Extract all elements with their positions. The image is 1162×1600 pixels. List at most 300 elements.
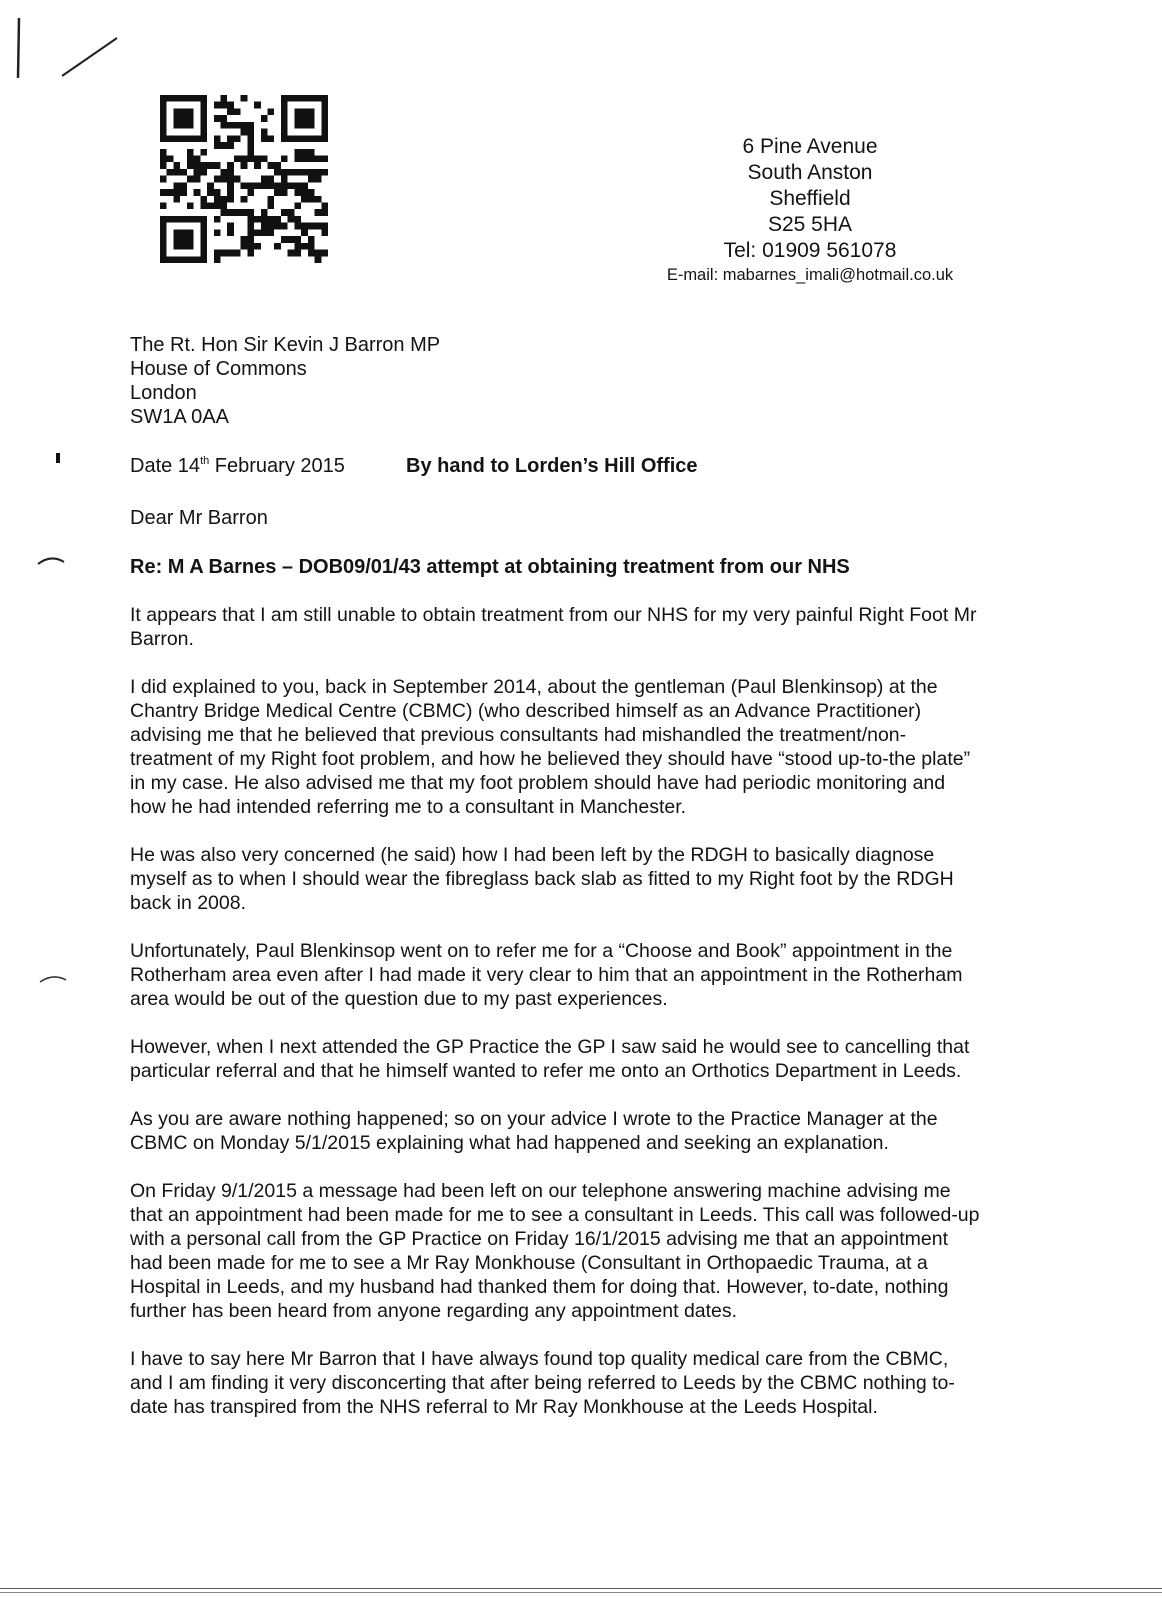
qr-module (187, 135, 194, 142)
qr-module (288, 250, 295, 257)
qr-module (200, 149, 207, 156)
qr-module (227, 176, 234, 183)
qr-module (301, 169, 308, 176)
qr-module (281, 223, 288, 230)
qr-module (200, 236, 207, 243)
qr-module (214, 256, 221, 263)
qr-module (247, 209, 254, 216)
qr-module (173, 196, 180, 203)
qr-code (160, 95, 328, 263)
qr-module (321, 95, 328, 102)
qr-module (194, 176, 201, 183)
sender-city: Sheffield (769, 187, 851, 210)
qr-module (200, 129, 207, 136)
qr-module (301, 182, 308, 189)
subject-line: Re: M A Barnes – DOB09/01/43 attempt at obtaining treatment from our NHS (130, 556, 850, 578)
qr-module (315, 250, 322, 257)
qr-module (281, 236, 288, 243)
qr-module (187, 243, 194, 250)
qr-module (167, 155, 174, 162)
page-edge-line (0, 1588, 1162, 1589)
qr-module (261, 115, 268, 122)
qr-module (227, 189, 234, 196)
qr-module (268, 108, 275, 115)
qr-module (220, 196, 227, 203)
qr-module (214, 216, 221, 223)
qr-module (187, 122, 194, 129)
qr-module (227, 229, 234, 236)
qr-module (247, 149, 254, 156)
recipient-postcode: SW1A 0AA (130, 406, 229, 428)
qr-module (294, 149, 301, 156)
qr-module (160, 149, 167, 156)
qr-module (241, 196, 248, 203)
qr-module (200, 256, 207, 263)
qr-module (227, 196, 234, 203)
qr-module (247, 142, 254, 149)
qr-module (294, 203, 301, 210)
qr-module (321, 223, 328, 230)
qr-module (315, 256, 322, 263)
qr-module (200, 223, 207, 230)
qr-module (301, 229, 308, 236)
qr-module (220, 209, 227, 216)
qr-module (294, 135, 301, 142)
qr-module (268, 216, 275, 223)
qr-module (308, 169, 315, 176)
qr-module (308, 155, 315, 162)
qr-module (194, 256, 201, 263)
qr-module (200, 203, 207, 210)
qr-module (214, 162, 221, 169)
body-paragraph: However, when I next attended the GP Practice the GP I saw said he would see to cancelling that particular referral and that he himself wanted to refer me onto an Orthotics Department in Leeds. (130, 1036, 970, 1082)
qr-module (241, 162, 248, 169)
qr-module (321, 129, 328, 136)
qr-module (288, 169, 295, 176)
qr-module (294, 95, 301, 102)
body-paragraph: It appears that I am still unable to obtain treatment from our NHS for my very painful Right Foot Mr Barron. (130, 604, 977, 650)
qr-module (160, 102, 167, 109)
qr-module (214, 102, 221, 109)
qr-module (227, 182, 234, 189)
qr-module (200, 122, 207, 129)
qr-module (281, 115, 288, 122)
margin-mark (36, 552, 66, 568)
qr-module (194, 169, 201, 176)
qr-module (315, 223, 322, 230)
qr-module (294, 216, 301, 223)
qr-module (173, 95, 180, 102)
qr-module (301, 135, 308, 142)
qr-module (194, 155, 201, 162)
sender-village: South Anston (747, 161, 873, 184)
qr-module (160, 162, 167, 169)
qr-module (214, 176, 221, 183)
delivery-note: By hand to Lorden’s Hill Office (406, 455, 698, 477)
qr-module (160, 95, 167, 102)
qr-module (261, 216, 268, 223)
qr-module (241, 182, 248, 189)
qr-module (241, 129, 248, 136)
qr-module (187, 155, 194, 162)
qr-module (227, 142, 234, 149)
qr-module (173, 243, 180, 250)
qr-module (220, 169, 227, 176)
sender-postcode: S25 5HA (767, 213, 853, 236)
date-rest: February 2015 (209, 455, 345, 477)
qr-module (167, 216, 174, 223)
recipient-address (130, 333, 440, 429)
qr-module (301, 108, 308, 115)
qr-module (180, 216, 187, 223)
qr-module (180, 115, 187, 122)
qr-module (241, 155, 248, 162)
qr-module (301, 189, 308, 196)
qr-module (160, 236, 167, 243)
qr-module (301, 243, 308, 250)
qr-module (274, 162, 281, 169)
qr-module (160, 115, 167, 122)
qr-module (194, 135, 201, 142)
qr-module (315, 135, 322, 142)
qr-module (268, 176, 275, 183)
qr-module (167, 169, 174, 176)
qr-module (254, 162, 261, 169)
qr-module (315, 155, 322, 162)
qr-module (268, 162, 275, 169)
qr-module (200, 243, 207, 250)
qr-module (234, 176, 241, 183)
qr-module (180, 182, 187, 189)
qr-module (160, 229, 167, 236)
qr-module (173, 182, 180, 189)
qr-module (160, 135, 167, 142)
qr-module (281, 108, 288, 115)
qr-module (173, 169, 180, 176)
qr-module (180, 256, 187, 263)
qr-module (247, 122, 254, 129)
qr-module (214, 189, 221, 196)
qr-module (308, 149, 315, 156)
qr-module (247, 243, 254, 250)
qr-module (261, 223, 268, 230)
qr-module (214, 203, 221, 210)
qr-module (187, 203, 194, 210)
qr-module (308, 243, 315, 250)
qr-module (220, 102, 227, 109)
qr-module (288, 182, 295, 189)
qr-module (187, 229, 194, 236)
qr-module (227, 102, 234, 109)
qr-module (281, 169, 288, 176)
qr-module (308, 250, 315, 257)
recipient-name: The Rt. Hon Sir Kevin J Barron MP (130, 334, 441, 356)
qr-module (321, 102, 328, 109)
qr-module (167, 256, 174, 263)
qr-module (227, 223, 234, 230)
qr-module (281, 122, 288, 129)
qr-module (200, 115, 207, 122)
qr-module (274, 216, 281, 223)
margin-mark (38, 970, 68, 986)
qr-module (301, 196, 308, 203)
qr-module (288, 236, 295, 243)
page-edge-line (0, 1592, 1162, 1593)
qr-module (268, 223, 275, 230)
qr-module (288, 216, 295, 223)
qr-module (160, 250, 167, 257)
qr-module (160, 122, 167, 129)
body-paragraph: I have to say here Mr Barron that I have always found top quality medical care from the CBMC, and I am finding it very disconcerting that after being referred to Leeds by the CBMC nothing to-date has transpired from the NHS referral to Mr Ray Monkhouse at the Leeds Hospital. (130, 1348, 955, 1418)
qr-module (254, 155, 261, 162)
qr-module (200, 135, 207, 142)
qr-module (281, 209, 288, 216)
qr-module (187, 216, 194, 223)
body-paragraph: I did explained to you, back in September 2014, about the gentleman (Paul Blenkinsop) at the Chantry Bridge Medical Centre (CBMC) (who described himself as an Advance Practitioner) advising me that he believed that previous consultants had mishandled the treatment/non-treatment of my Right foot problem, and how he believed they should have “stood up-to-the plate” in my case. He also advised me that my foot problem should have had periodic monitoring and how he had intended referring me to a consultant in Manchester. (130, 676, 971, 818)
qr-module (207, 203, 214, 210)
qr-module (321, 169, 328, 176)
qr-module (315, 95, 322, 102)
qr-module (247, 223, 254, 230)
qr-module (308, 95, 315, 102)
qr-module (200, 108, 207, 115)
qr-module (288, 95, 295, 102)
qr-module (254, 229, 261, 236)
qr-module (281, 135, 288, 142)
qr-module (281, 102, 288, 109)
qr-module (241, 243, 248, 250)
qr-module (247, 216, 254, 223)
qr-module (220, 203, 227, 210)
qr-module (294, 122, 301, 129)
qr-module (308, 236, 315, 243)
qr-module (227, 209, 234, 216)
qr-module (315, 176, 322, 183)
qr-module (294, 243, 301, 250)
salutation: Dear Mr Barron (130, 507, 268, 529)
qr-module (173, 189, 180, 196)
qr-module (187, 236, 194, 243)
qr-module (254, 182, 261, 189)
qr-module (308, 176, 315, 183)
body-paragraph: Unfortunately, Paul Blenkinsop went on to refer me for a “Choose and Book” appointment in the Rotherham area even after I had made it very clear to him that an appointment in the Rotherham area would be out of the question due to my past experiences. (130, 940, 963, 1010)
qr-module (214, 142, 221, 149)
letter-body (130, 603, 980, 1443)
qr-module (220, 122, 227, 129)
qr-module (254, 102, 261, 109)
qr-module (234, 209, 241, 216)
qr-module (268, 229, 275, 236)
qr-module (261, 135, 268, 142)
letter-date (130, 454, 345, 478)
qr-module (207, 162, 214, 169)
qr-module (301, 95, 308, 102)
qr-module (261, 209, 268, 216)
recipient-organisation: House of Commons (130, 358, 307, 380)
qr-module (315, 169, 322, 176)
qr-module (160, 108, 167, 115)
qr-module (200, 102, 207, 109)
qr-module (241, 236, 248, 243)
qr-module (194, 162, 201, 169)
qr-module (207, 189, 214, 196)
qr-module (241, 209, 248, 216)
qr-module (227, 108, 234, 115)
qr-module (173, 162, 180, 169)
qr-module (187, 176, 194, 183)
qr-module (173, 216, 180, 223)
sender-email: E-mail: mabarnes_imali@hotmail.co.uk (666, 266, 954, 284)
qr-module (200, 250, 207, 257)
sender-street: 6 Pine Avenue (742, 135, 878, 158)
qr-module (167, 189, 174, 196)
qr-module (173, 229, 180, 236)
qr-module (160, 243, 167, 250)
qr-module (321, 135, 328, 142)
qr-module (180, 108, 187, 115)
qr-module (180, 135, 187, 142)
qr-module (207, 182, 214, 189)
qr-module (200, 162, 207, 169)
qr-module (234, 155, 241, 162)
qr-module (301, 149, 308, 156)
qr-module (180, 236, 187, 243)
qr-module (180, 243, 187, 250)
qr-module (194, 95, 201, 102)
qr-module (308, 122, 315, 129)
qr-module (268, 135, 275, 142)
qr-module (281, 182, 288, 189)
qr-module (294, 250, 301, 257)
qr-module (160, 256, 167, 263)
qr-module (234, 250, 241, 257)
qr-module (321, 229, 328, 236)
qr-module (200, 216, 207, 223)
qr-module (187, 115, 194, 122)
qr-module (321, 115, 328, 122)
margin-mark (54, 451, 62, 465)
qr-module (214, 135, 221, 142)
qr-module (308, 135, 315, 142)
qr-module (301, 155, 308, 162)
qr-module (321, 250, 328, 257)
qr-module (160, 176, 167, 183)
qr-module (234, 135, 241, 142)
qr-module (173, 115, 180, 122)
qr-module (180, 189, 187, 196)
qr-module (247, 229, 254, 236)
qr-module (294, 155, 301, 162)
qr-module (180, 122, 187, 129)
qr-module (167, 135, 174, 142)
qr-module (294, 115, 301, 122)
qr-module (173, 122, 180, 129)
qr-module (160, 216, 167, 223)
qr-module (247, 250, 254, 257)
qr-module (274, 169, 281, 176)
qr-module (220, 176, 227, 183)
qr-module (301, 115, 308, 122)
qr-module (227, 250, 234, 257)
qr-module (160, 223, 167, 230)
qr-module (241, 122, 248, 129)
qr-module (288, 135, 295, 142)
qr-module (220, 250, 227, 257)
date-prefix: Date 14 (130, 455, 201, 477)
qr-module (247, 182, 254, 189)
qr-module (173, 256, 180, 263)
qr-module (294, 236, 301, 243)
qr-module (294, 189, 301, 196)
qr-module (234, 122, 241, 129)
qr-module (254, 243, 261, 250)
qr-module (187, 149, 194, 156)
qr-module (281, 95, 288, 102)
qr-module (308, 115, 315, 122)
qr-module (247, 189, 254, 196)
qr-module (321, 209, 328, 216)
body-paragraph: On Friday 9/1/2015 a message had been left on our telephone answering machine advising me that an appointment had been made for me to see a consultant in Leeds. This call was followed-up with a personal call from the GP Practice on Friday 16/1/2015 advising me that an appointment had been made for me to see a Mr Ray Monkhouse (Consultant in Orthopaedic Trauma, at a Hospital in Leeds, and my husband had thanked them for doing that. However, to-date, nothing further has been heard from anyone regarding any appointment dates. (130, 1180, 980, 1322)
qr-module (180, 229, 187, 236)
qr-module (187, 256, 194, 263)
qr-module (214, 229, 221, 236)
recipient-city: London (130, 382, 197, 404)
qr-module (167, 95, 174, 102)
date-ordinal: th (200, 455, 210, 467)
qr-module (321, 155, 328, 162)
qr-module (173, 236, 180, 243)
qr-module (214, 115, 221, 122)
qr-module (214, 196, 221, 203)
qr-module (173, 135, 180, 142)
qr-module (180, 169, 187, 176)
qr-module (321, 108, 328, 115)
qr-module (261, 176, 268, 183)
qr-module (160, 129, 167, 136)
qr-module (315, 209, 322, 216)
body-paragraph: He was also very concerned (he said) how I had been left by the RDGH to basically diagnose myself as to when I should wear the fibreglass back slab as fitted to my Right foot by the RDGH back in 2008. (130, 844, 954, 914)
qr-module (268, 182, 275, 189)
qr-module (180, 95, 187, 102)
qr-module (274, 182, 281, 189)
qr-module (200, 196, 207, 203)
qr-module (227, 169, 234, 176)
qr-module (254, 216, 261, 223)
qr-module (321, 203, 328, 210)
qr-module (308, 196, 315, 203)
qr-module (194, 216, 201, 223)
qr-module (227, 135, 234, 142)
qr-module (261, 182, 268, 189)
qr-module (247, 155, 254, 162)
qr-module (227, 122, 234, 129)
qr-module (160, 203, 167, 210)
qr-module (281, 176, 288, 183)
qr-module (234, 108, 241, 115)
qr-module (261, 155, 268, 162)
qr-module (294, 108, 301, 115)
qr-module (294, 182, 301, 189)
qr-module (315, 196, 322, 203)
qr-module (194, 189, 201, 196)
qr-module (308, 108, 315, 115)
sender-address (600, 134, 1020, 286)
qr-module (288, 209, 295, 216)
qr-module (187, 108, 194, 115)
qr-module (308, 189, 315, 196)
qr-module (294, 223, 301, 230)
qr-module (321, 122, 328, 129)
